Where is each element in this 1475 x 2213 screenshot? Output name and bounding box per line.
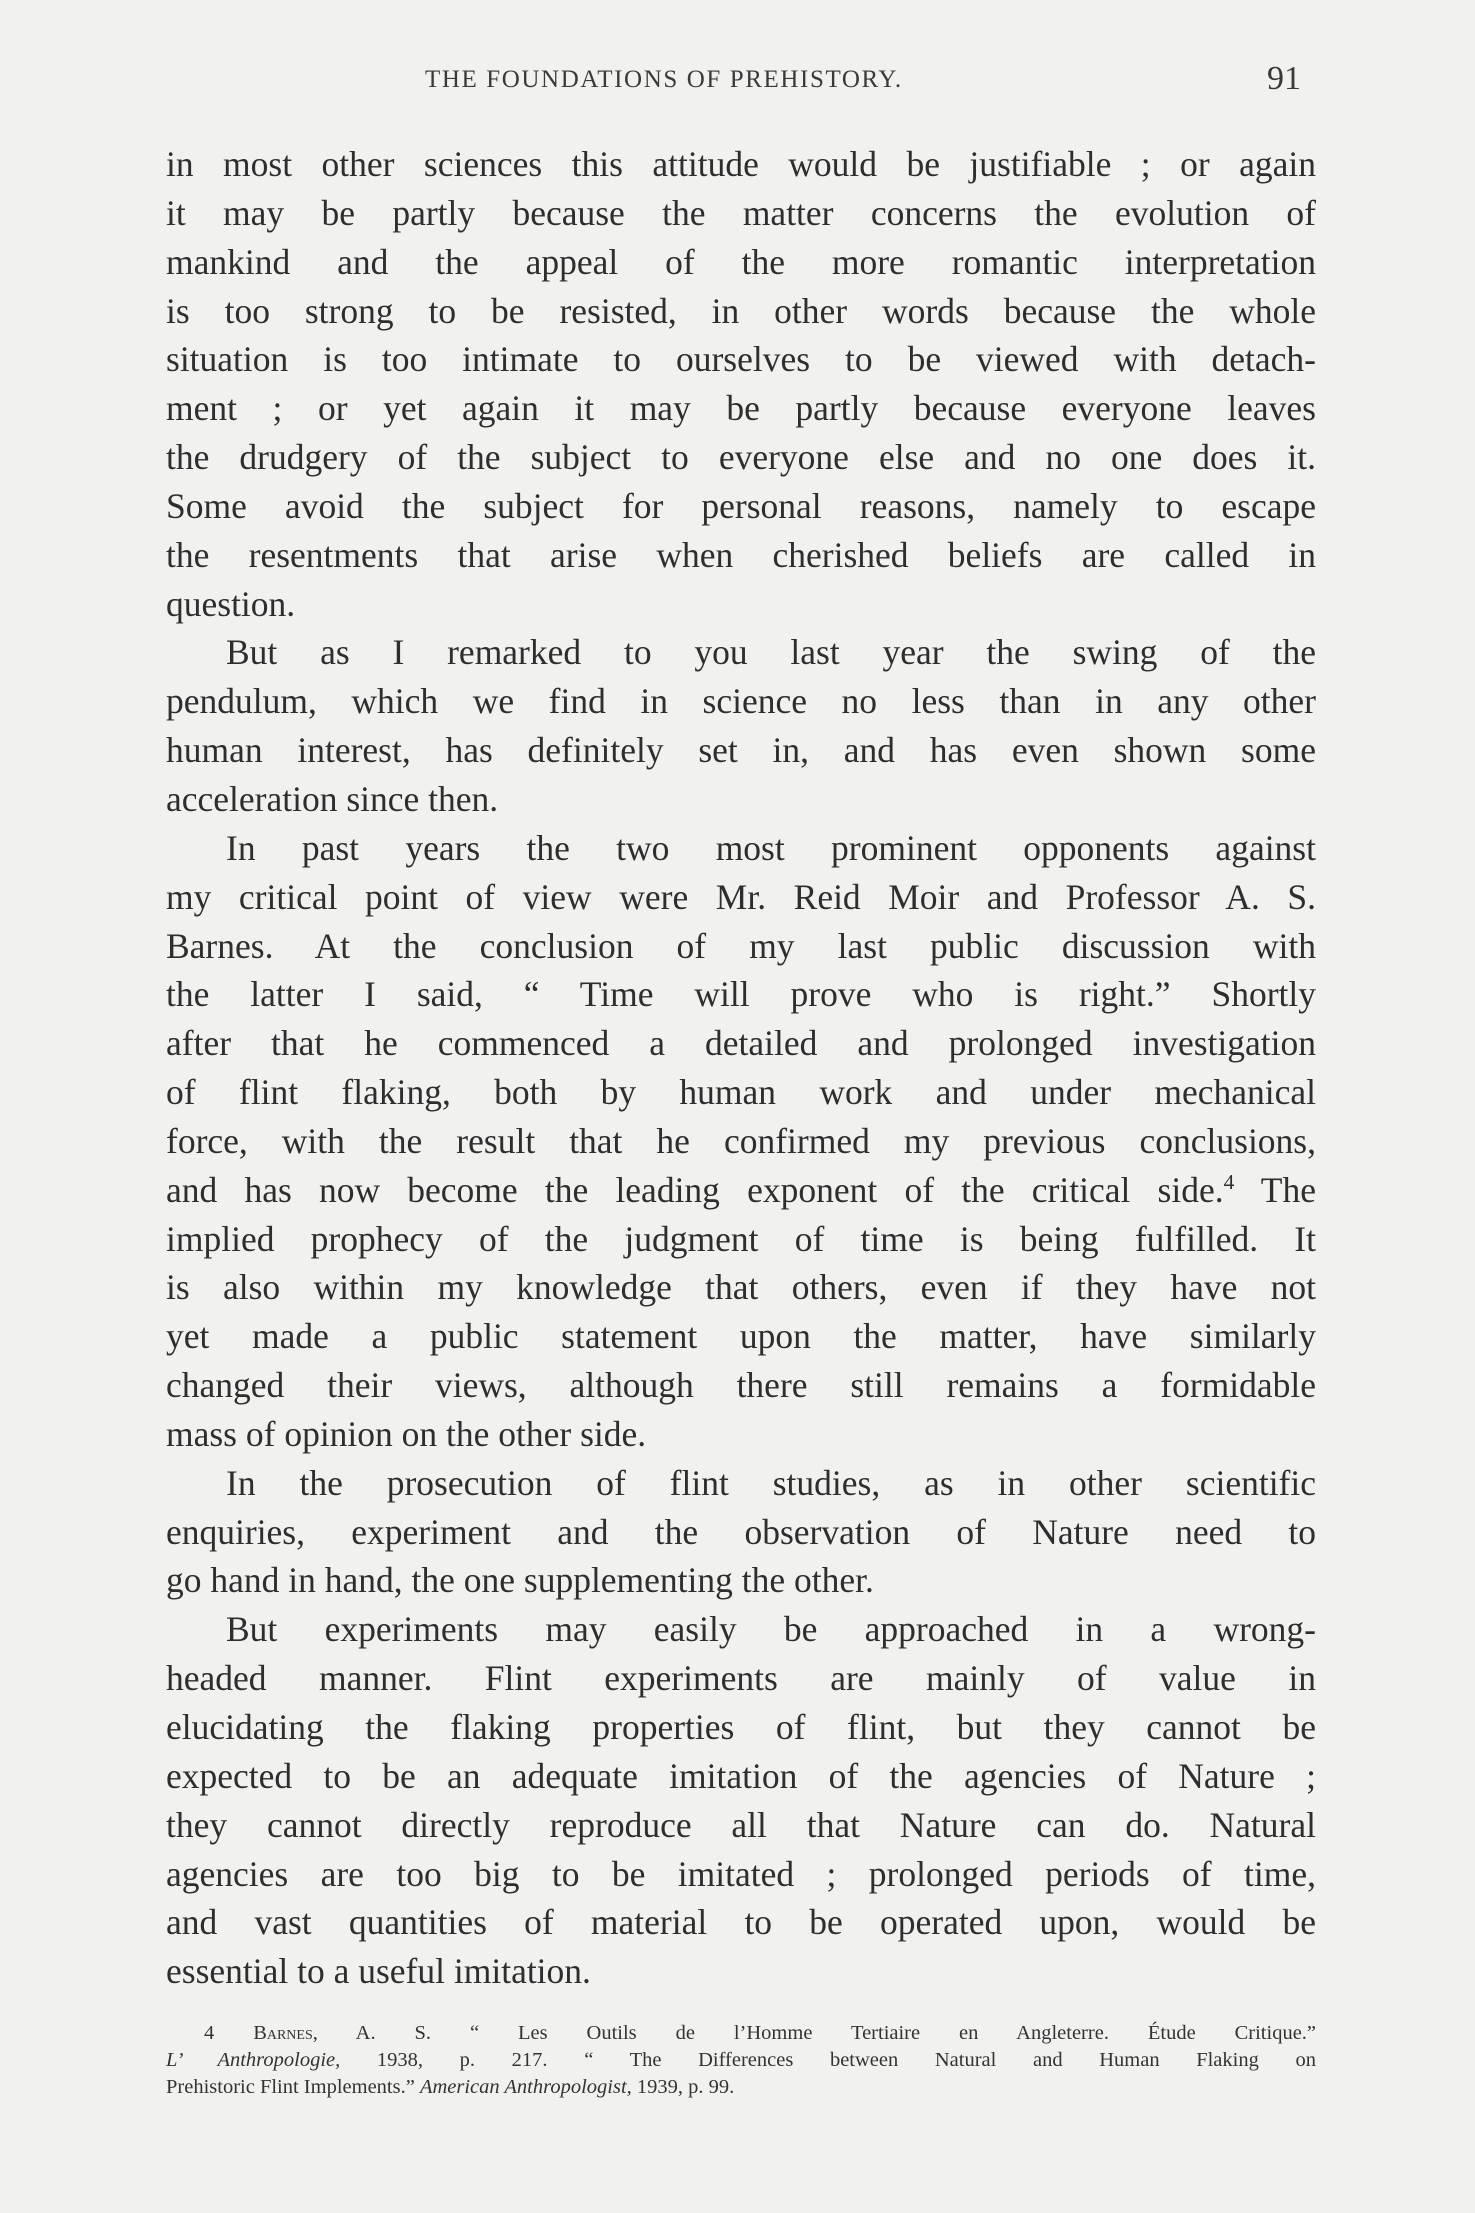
footnote-author: Barnes, A. S. — [253, 2022, 432, 2044]
footnote-line — [166, 2074, 1316, 2101]
text-line: yet made a public statement upon the matter, have similarly — [166, 1316, 1316, 1357]
text-line: force, with the result that he confirmed my previous conclusions, — [166, 1120, 1316, 1161]
text-line: human interest, has definitely set in, and has even shown some — [166, 730, 1316, 771]
text-line: in most other sciences this attitude would be justifiable ; or again — [166, 144, 1316, 184]
text-line: expected to be an adequate imitation of the agencies of Nature ; — [166, 1755, 1316, 1796]
footnote-text: “ Les Outils de l’Homme Tertiaire en Angleterre. Étude Critique.” — [470, 2022, 1317, 2044]
footnote-line — [166, 2047, 1316, 2074]
text-line: mankind and the appeal of the more romantic interpretation — [166, 241, 1316, 282]
text-line: of flint flaking, both by human work and under mechanical — [166, 1072, 1316, 1113]
text-line: mass of opinion on the other side. — [166, 1413, 647, 1454]
text-line: But as I remarked to you last year the swing of the — [226, 632, 1316, 673]
text-line: the drudgery of the subject to everyone else and no one does it. — [166, 437, 1316, 478]
text-line: acceleration since then. — [166, 778, 499, 819]
text-line: Barnes. At the conclusion of my last public discussion with — [166, 925, 1316, 966]
running-title: THE FOUNDATIONS OF PREHISTORY. — [425, 66, 903, 93]
footnote-text: 1939, p. 99. — [636, 2076, 735, 2098]
text-line: situation is too intimate to ourselves to be viewed with detach- — [166, 339, 1316, 380]
text-line: In the prosecution of flint studies, as in other scientific — [226, 1462, 1316, 1503]
footnote-line — [166, 2020, 1316, 2047]
text-line — [166, 1166, 1316, 1215]
text-line: the latter I said, “ Time will prove who is right.” Shortly — [166, 974, 1316, 1015]
text-line: and vast quantities of material to be operated upon, would be — [166, 1902, 1316, 1943]
text-line: changed their views, although there still remains a formidable — [166, 1365, 1316, 1406]
text-line: In past years the two most prominent opponents against — [226, 827, 1316, 868]
text-line: is too strong to be resisted, in other words because the whole — [166, 290, 1316, 331]
text-line: question. — [166, 583, 296, 624]
text-line-content: and has now become the leading exponent of the critical side. — [166, 1169, 1224, 1210]
footnote-text: Prehistoric Flint Implements.” — [166, 2076, 415, 2098]
text-line-tail: The — [1234, 1169, 1316, 1210]
text-line: the resentments that arise when cherished beliefs are called in — [166, 534, 1316, 575]
footnote-journal: American Anthropologist, — [419, 2076, 632, 2098]
text-line: But experiments may easily be approached in a wrong- — [226, 1609, 1316, 1650]
text-line: pendulum, which we find in science no less than in any other — [166, 681, 1316, 722]
page-number: 91 — [1267, 60, 1301, 97]
text-line: implied prophecy of the judgment of time is being fulfilled. It — [166, 1218, 1316, 1259]
footnote-number: 4 — [204, 2022, 215, 2044]
text-line: elucidating the flaking properties of flint, but they cannot be — [166, 1707, 1316, 1747]
footnote-journal: L’ Anthropologie, — [166, 2049, 341, 2071]
text-line: my critical point of view were Mr. Reid Moir and Professor A. S. — [166, 876, 1316, 917]
text-line: Some avoid the subject for personal reasons, namely to escape — [166, 485, 1316, 526]
text-line: agencies are too big to be imitated ; prolonged periods of time, — [166, 1853, 1316, 1894]
text-line: essential to a useful imitation. — [166, 1951, 591, 1992]
footnotes — [166, 2020, 1316, 2101]
body-text — [166, 140, 1316, 1996]
text-line: is also within my knowledge that others, even if they have not — [166, 1267, 1316, 1308]
text-line: they cannot directly reproduce all that Nature can do. Natural — [166, 1804, 1316, 1845]
text-line: go hand in hand, the one supplementing the other. — [166, 1560, 874, 1601]
running-head — [0, 60, 1475, 106]
footnote-text: 1938, p. 217. “ The Differences between Natural and Human Flaking on — [376, 2049, 1316, 2071]
text-line: headed manner. Flint experiments are mainly of value in — [166, 1658, 1316, 1699]
text-line: after that he commenced a detailed and prolonged investigation — [166, 1023, 1316, 1064]
text-line: ment ; or yet again it may be partly because everyone leaves — [166, 388, 1316, 429]
text-line: enquiries, experiment and the observation of Nature need to — [166, 1511, 1316, 1552]
text-line: it may be partly because the matter concerns the evolution of — [166, 192, 1316, 233]
footnote-reference: 4 — [1223, 1169, 1235, 1194]
